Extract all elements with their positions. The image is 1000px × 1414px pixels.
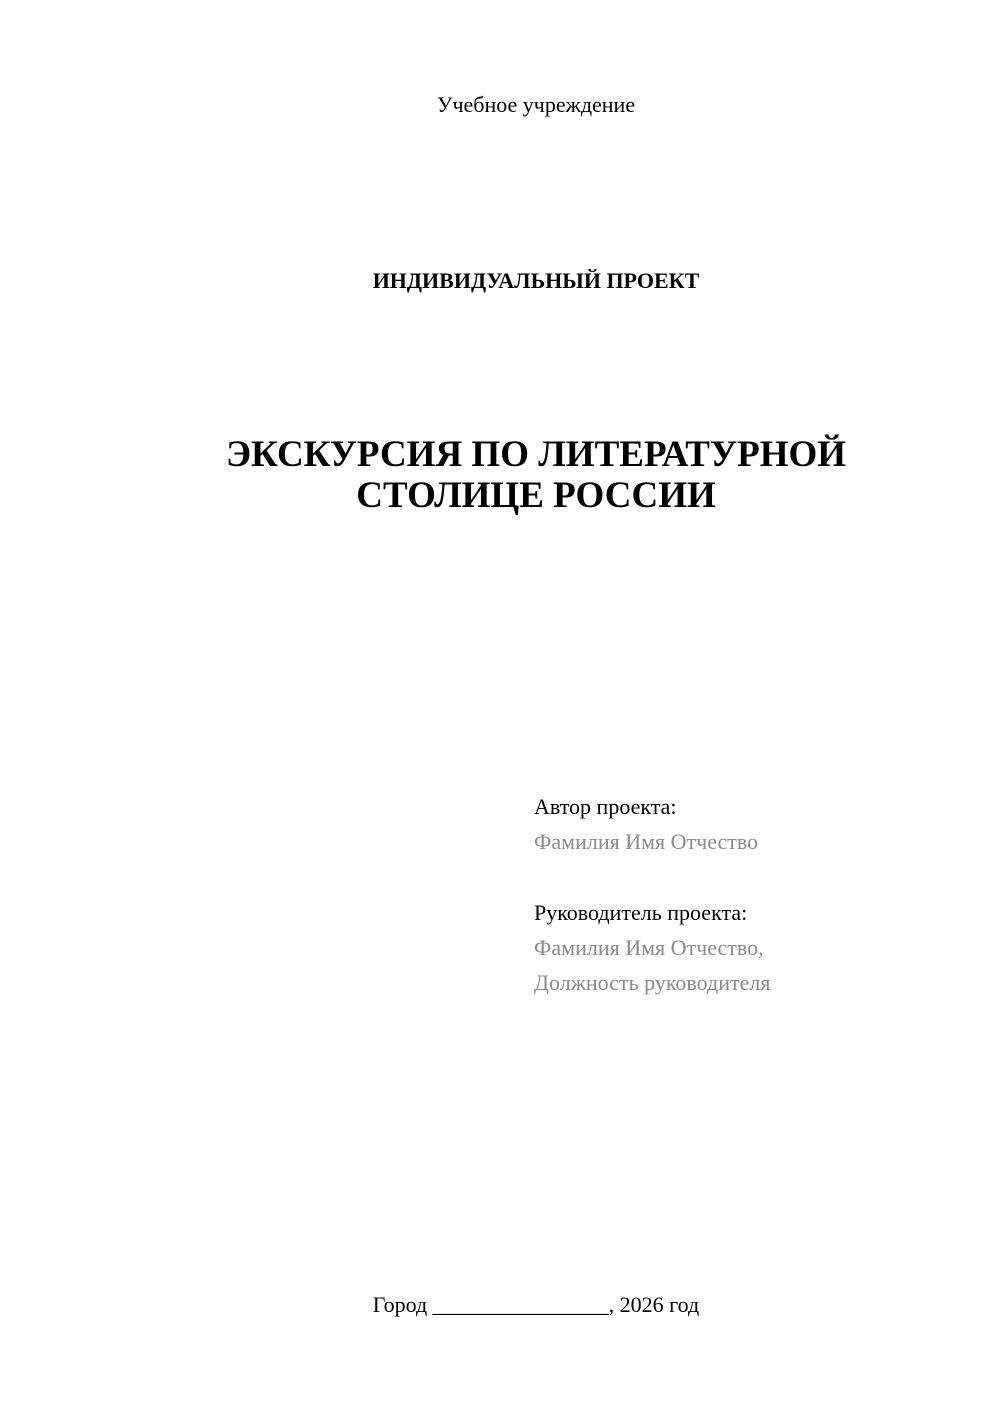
supervisor-label: Руководитель проекта:	[534, 900, 748, 925]
author-name: Фамилия Имя Отчество	[534, 829, 759, 854]
supervisor-name: Фамилия Имя Отчество,	[534, 935, 764, 960]
institution-name: Учебное учреждение	[436, 92, 636, 117]
document-type: ИНДИВИДУАЛЬНЫЙ ПРОЕКТ	[372, 268, 700, 293]
project-title	[0, 434, 1000, 516]
city-year-line: Город ________________, 2026 год	[372, 1292, 700, 1317]
project-info-block	[534, 789, 974, 1000]
info-spacer	[534, 859, 974, 895]
project-title-line-1: ЭКСКУРСИЯ ПО ЛИТЕРАТУРНОЙ	[225, 434, 847, 475]
author-label: Автор проекта:	[534, 794, 677, 819]
project-title-line-2: СТОЛИЦЕ РОССИИ	[356, 475, 716, 516]
supervisor-position: Должность руководителя	[534, 970, 771, 995]
